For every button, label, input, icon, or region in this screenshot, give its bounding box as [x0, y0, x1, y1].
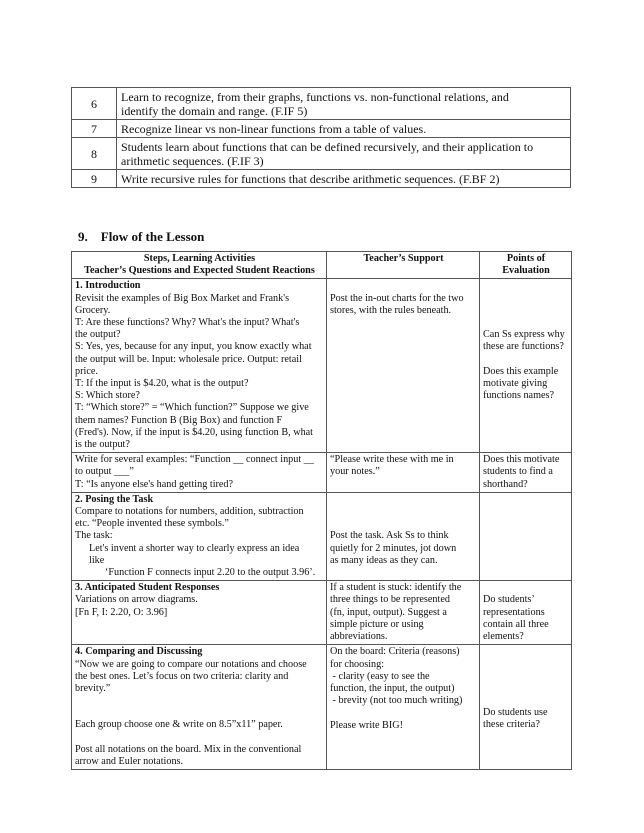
comparing-support [327, 645, 480, 770]
text-line: these criteria? [483, 719, 540, 731]
anticipated-text [75, 594, 324, 618]
text-line: Do students use [483, 707, 548, 719]
evaluation-header-line2: Evaluation [502, 265, 550, 277]
text-line: the output? [75, 329, 121, 341]
text-line: Does this motivate [483, 454, 560, 466]
posing-support [327, 492, 480, 580]
text-line: contain all three [483, 618, 549, 630]
comparing-post-text [75, 744, 324, 768]
objective-text [117, 120, 571, 138]
objective-text-line: identify the domain and range. (F.IF 5) [121, 104, 308, 118]
text-line: the best ones. Let’s focus on two criteria: clarity and [75, 670, 289, 682]
posing-text [75, 506, 324, 543]
text-line: elements? [483, 631, 524, 643]
objective-text [117, 170, 571, 188]
text-line: price. [75, 365, 98, 377]
text-line: for choosing: [330, 658, 385, 670]
text-line: abbreviations. [330, 631, 388, 643]
text-line: On the board: Criteria (reasons) [330, 646, 460, 658]
text-line: S: Yes, yes, because for any input, you know exactly what [75, 341, 312, 353]
text-line: Compare to notations for numbers, addition, subtraction [75, 506, 304, 518]
text-line: your notes.” [330, 466, 380, 478]
text-line: Does this example [483, 365, 559, 377]
objective-number: 9 [72, 170, 117, 188]
objective-text-line: Write recursive rules for functions that describe arithmetic sequences. (F.BF 2) [121, 172, 500, 186]
objective-text-line: arithmetic sequences. (F.IF 3) [121, 154, 264, 168]
posing-task-example: ‘Function F connects input 2.20 to the output 3.96’. [105, 567, 316, 579]
objective-row [72, 120, 571, 138]
text-line: Write for several examples: “Function __ connect input __ [75, 454, 314, 466]
text-line: T: “Is anyone else's hand getting tired? [75, 478, 234, 490]
text-line: functions names? [483, 390, 555, 402]
text-line: (fn, input, output). Suggest a [330, 606, 447, 618]
introduction-eval-1 [483, 329, 569, 353]
introduction-steps [72, 279, 327, 453]
text-line: T: “Which store?” = “Which function?” Suppose we give [75, 402, 309, 414]
objective-number: 8 [72, 138, 117, 170]
support-header: Teacher’s Support [327, 252, 480, 279]
text-line: Do students’ [483, 594, 535, 606]
anticipated-eval-text [483, 594, 569, 643]
anticipated-title: 3. Anticipated Student Responses [75, 582, 220, 594]
introduction-support-text [330, 293, 477, 317]
text-line: simple picture or using [330, 618, 424, 630]
objective-row [72, 170, 571, 188]
text-line: Post all notations on the board. Mix in the conventional [75, 743, 302, 755]
text-line: these are functions? [483, 341, 564, 353]
comparing-eval-text [483, 707, 569, 731]
text-line: Can Ss express why [483, 329, 565, 341]
text-line: motivate giving [483, 377, 548, 389]
objective-text-line: Students learn about functions that can be defined recursively, and their application to [121, 140, 534, 154]
examples-support [327, 453, 480, 493]
text-line: stores, with the rules beneath. [330, 304, 452, 316]
steps-header [72, 252, 327, 279]
examples-text [75, 454, 324, 491]
objective-row [72, 88, 571, 120]
text-line: as many ideas as they can. [330, 554, 438, 566]
introduction-row [72, 279, 572, 453]
introduction-title: 1. Introduction [75, 280, 141, 292]
posing-title: 2. Posing the Task [75, 493, 154, 505]
text-line: Grocery. [75, 304, 111, 316]
examples-row [72, 453, 572, 493]
posing-support-text [330, 530, 477, 567]
examples-support-text [330, 454, 477, 478]
text-line: Each group choose one & write on 8.5”x11” paper. [75, 719, 283, 731]
comparing-group-text [75, 719, 324, 731]
examples-evaluation [480, 453, 572, 493]
text-line: etc. “People invented these symbols.” [75, 518, 229, 530]
comparing-row [72, 645, 572, 770]
text-line: brevity.” [75, 682, 111, 694]
text-line: shorthand? [483, 478, 528, 490]
comparing-support-write-big: Please write BIG! [330, 719, 403, 731]
comparing-text [75, 659, 324, 696]
examples-steps [72, 453, 327, 493]
text-line: The task: [75, 530, 113, 542]
objective-text [117, 88, 571, 120]
anticipated-row [72, 581, 572, 645]
objective-text [117, 138, 571, 170]
steps-header-line1: Steps, Learning Activities [143, 253, 256, 264]
posing-steps [72, 492, 327, 580]
posing-row [72, 492, 572, 580]
introduction-text [75, 293, 324, 452]
text-line: three things to be represented [330, 594, 450, 606]
anticipated-support [327, 581, 480, 645]
text-line: “Please write these with me in [330, 454, 454, 466]
text-line: is the output? [75, 439, 130, 451]
text-line: to output ___” [75, 466, 134, 478]
section-heading: 9. Flow of the Lesson [78, 229, 205, 244]
text-line: “Now we are going to compare our notations and choose [75, 658, 307, 670]
comparing-title: 4. Comparing and Discussing [75, 646, 203, 658]
text-line: students to find a [483, 466, 553, 478]
objectives-table [71, 87, 571, 188]
objective-number: 6 [72, 88, 117, 120]
text-line: [Fn F, I: 2.20, O: 3.96] [75, 606, 168, 618]
comparing-evaluation [480, 645, 572, 770]
anticipated-support-text [330, 582, 477, 643]
text-line: - clarity (easy to see the [330, 670, 430, 682]
text-line: the output will be. Input: wholesale price. Output: retail [75, 353, 302, 365]
text-line: - brevity (not too much writing) [330, 695, 463, 707]
introduction-support [327, 279, 480, 453]
examples-eval-text [483, 454, 569, 491]
text-line: (Fred's). Now, if the input is $4.20, using function B, what [75, 426, 314, 438]
flow-header-row [72, 252, 572, 279]
comparing-support-text [330, 646, 477, 707]
objective-number: 7 [72, 120, 117, 138]
text-line: them names? Function B (Big Box) and function F [75, 414, 283, 426]
steps-header-line2: Teacher’s Questions and Expected Student Reactions [84, 265, 315, 277]
flow-of-lesson-table [71, 251, 572, 770]
anticipated-steps [72, 581, 327, 645]
text-line: S: Which store? [75, 390, 140, 402]
text-line: Let's invent a shorter way to clearly express an idea [89, 542, 300, 554]
text-line: If a student is stuck: identify the [330, 582, 462, 594]
text-line: quietly for 2 minutes, jot down [330, 542, 457, 554]
comparing-steps [72, 645, 327, 770]
objective-text-line: Recognize linear vs non-linear functions from a table of values. [121, 122, 427, 136]
text-line: function, the input, the output) [330, 682, 455, 694]
text-line: like [89, 554, 105, 566]
text-line: T: If the input is $4.20, what is the output? [75, 378, 249, 390]
objective-text-line: Learn to recognize, from their graphs, functions vs. non-functional relations, and [121, 90, 509, 104]
posing-task-text [75, 543, 324, 567]
text-line: T: Are these functions? Why? What's the input? What's [75, 317, 300, 329]
text-line: representations [483, 606, 545, 618]
evaluation-header-line1: Points of [506, 253, 546, 264]
text-line: Variations on arrow diagrams. [75, 594, 198, 606]
text-line: Post the task. Ask Ss to think [330, 530, 449, 542]
objective-row [72, 138, 571, 170]
posing-evaluation [480, 492, 572, 580]
evaluation-header [480, 252, 572, 279]
text-line: Post the in-out charts for the two [330, 292, 464, 304]
text-line: Revisit the examples of Big Box Market and Frank's [75, 292, 290, 304]
anticipated-evaluation [480, 581, 572, 645]
introduction-eval-2 [483, 366, 569, 403]
text-line: arrow and Euler notations. [75, 756, 184, 768]
introduction-evaluation [480, 279, 572, 453]
